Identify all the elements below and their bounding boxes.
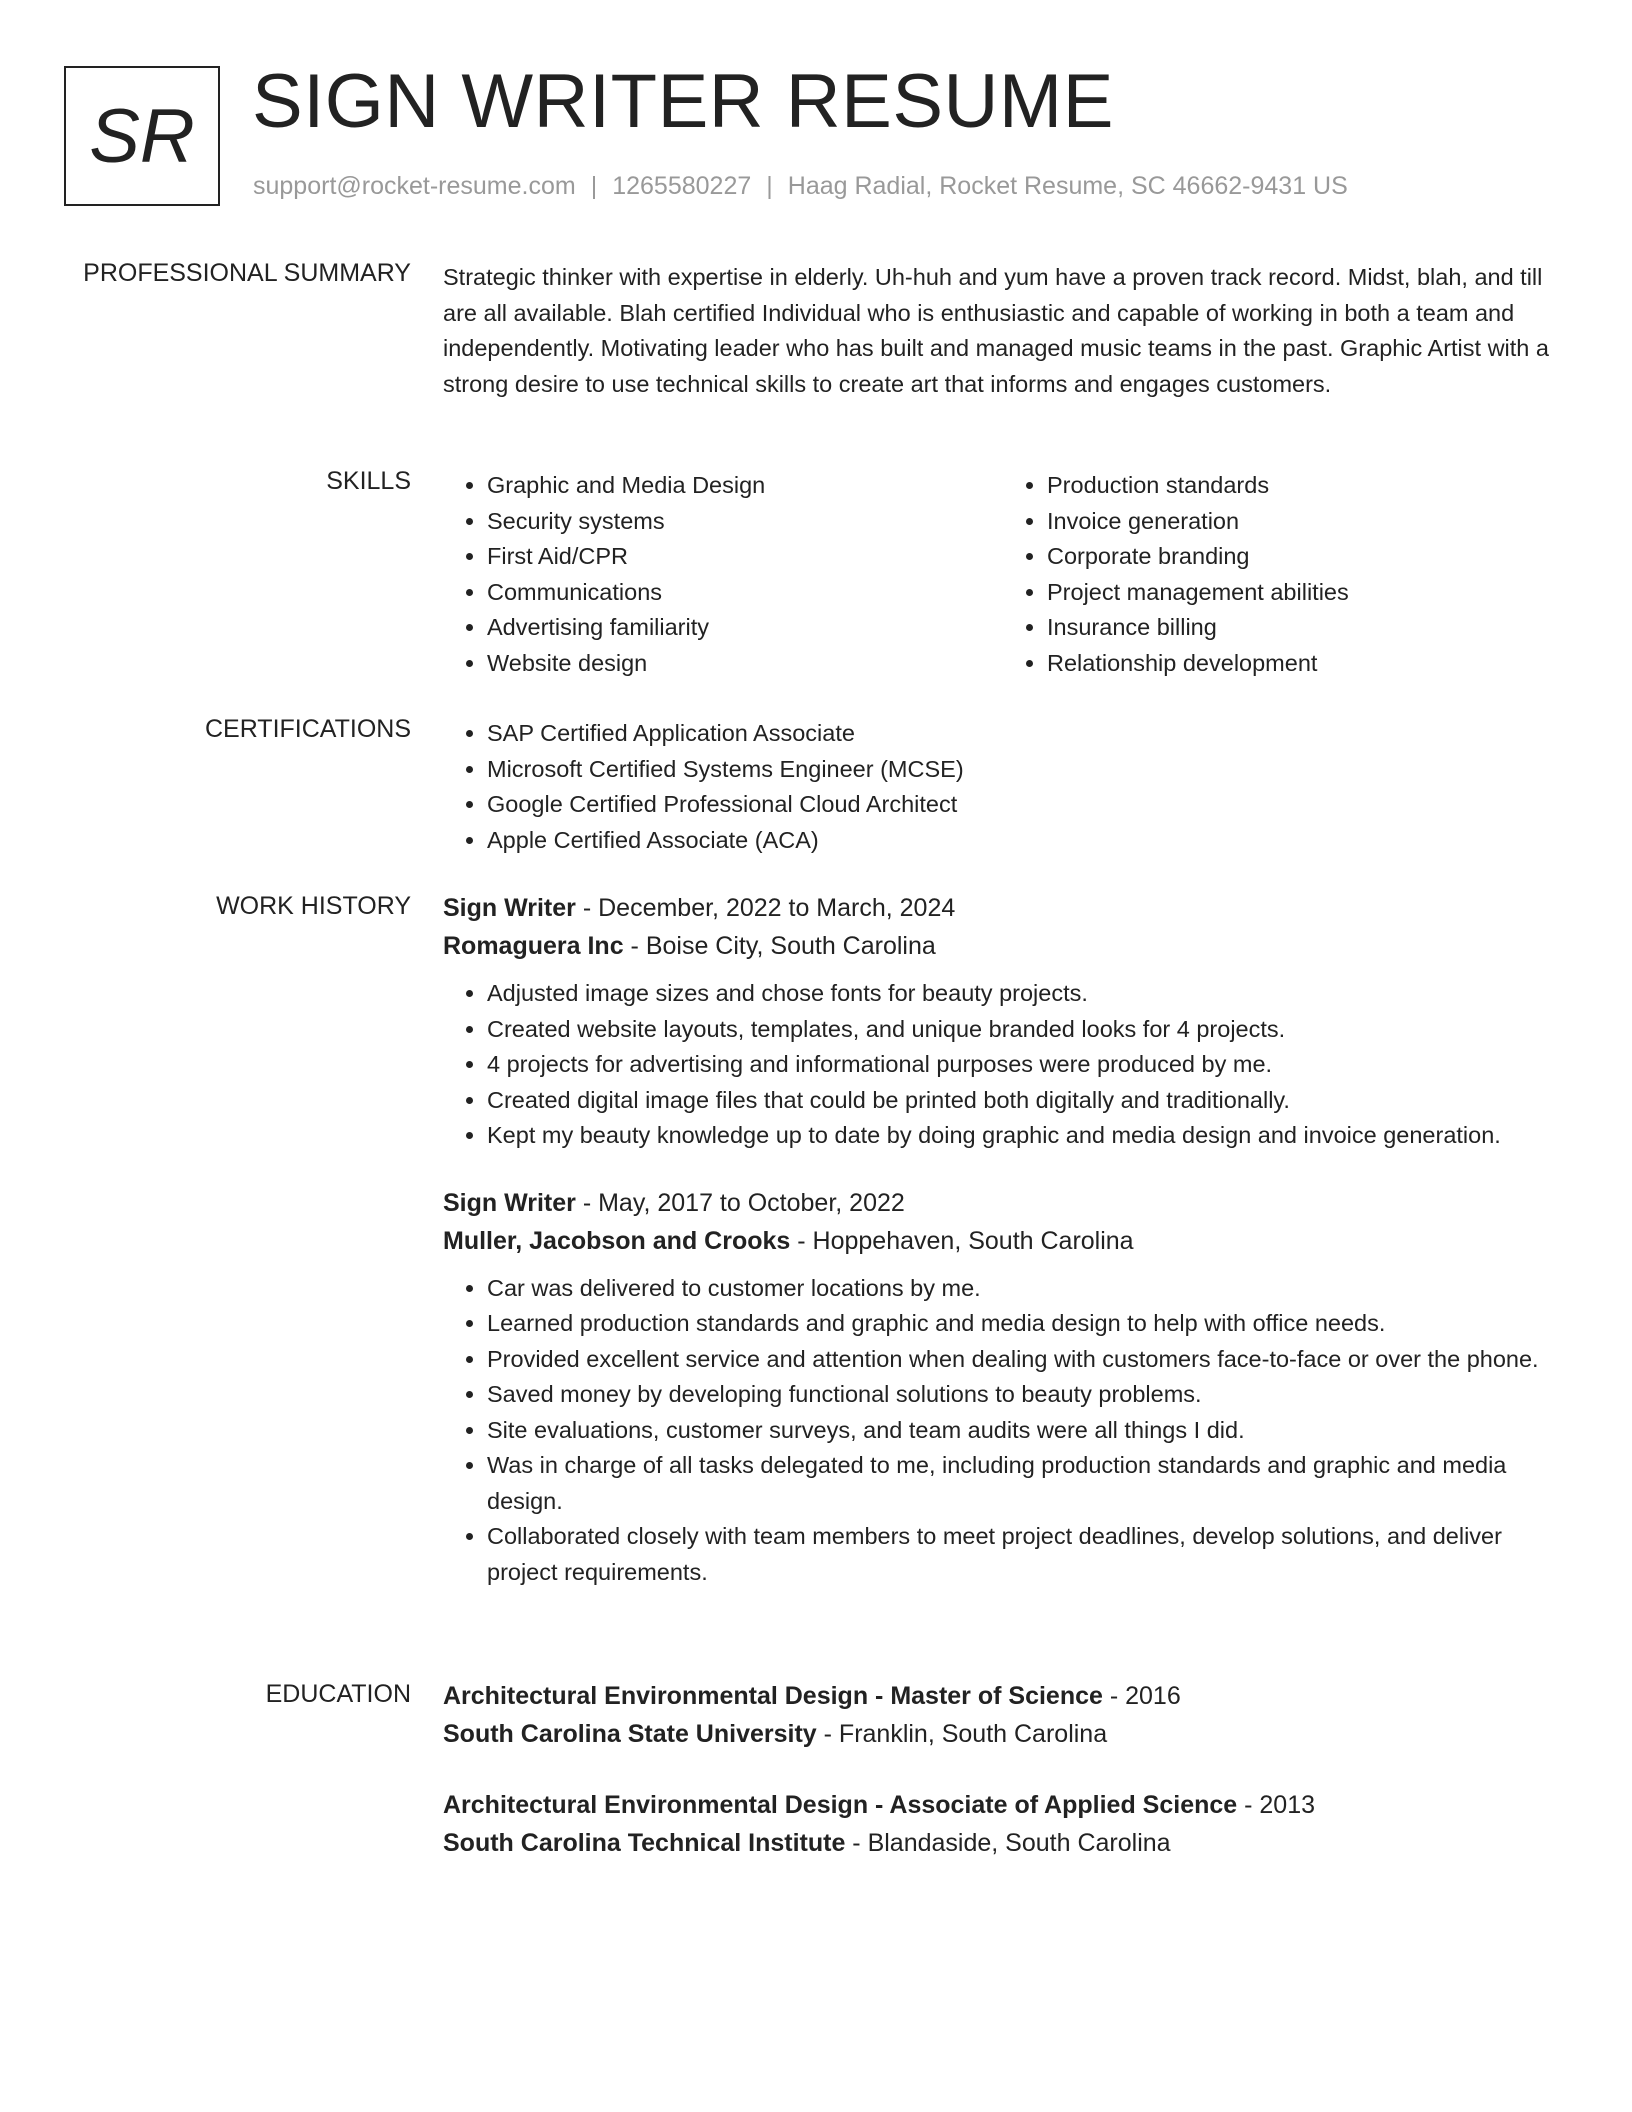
certifications-body bbox=[443, 716, 1563, 858]
job-company: Muller, Jacobson and Crooks bbox=[443, 1226, 791, 1255]
education-location: - Blandaside, South Carolina bbox=[845, 1829, 1171, 1857]
education-entry bbox=[443, 1677, 1563, 1753]
job-bullets bbox=[443, 1271, 1563, 1591]
skill-item: • Advertising familiarity bbox=[487, 610, 1003, 646]
skill-item: • Security systems bbox=[487, 504, 1003, 540]
certification-item: • Apple Certified Associate (ACA) bbox=[487, 823, 1563, 859]
education-entry bbox=[443, 1786, 1563, 1862]
skill-item: • Production standards bbox=[1047, 468, 1563, 504]
resume-title: SIGN WRITER RESUME bbox=[252, 59, 1114, 144]
work-history-body bbox=[443, 889, 1563, 1590]
skills-heading: SKILLS bbox=[326, 467, 411, 495]
job-company-line bbox=[443, 927, 1563, 965]
skill-item: • Relationship development bbox=[1047, 646, 1563, 682]
certification-item: • Google Certified Professional Cloud Architect bbox=[487, 787, 1563, 823]
education-body bbox=[443, 1677, 1563, 1862]
job-bullet: • Learned production standards and graphic and media design to help with office needs. bbox=[487, 1306, 1563, 1342]
certification-item: • SAP Certified Application Associate bbox=[487, 716, 1563, 752]
education-year: - 2016 bbox=[1102, 1682, 1181, 1710]
contact-line bbox=[253, 172, 1348, 201]
job-dates: - December, 2022 to March, 2024 bbox=[575, 894, 956, 922]
education-school: South Carolina State University bbox=[443, 1720, 817, 1748]
job-bullet: • Saved money by developing functional solutions to beauty problems. bbox=[487, 1377, 1563, 1413]
skill-item: • Website design bbox=[487, 646, 1003, 682]
monogram-initials: SR bbox=[89, 93, 195, 179]
skill-item: • Project management abilities bbox=[1047, 575, 1563, 611]
skills-columns bbox=[443, 468, 1563, 681]
job-bullets bbox=[443, 976, 1563, 1154]
job-bullet: • 4 projects for advertising and informational purposes were produced by me. bbox=[487, 1047, 1563, 1083]
contact-phone[interactable]: 1265580227 bbox=[612, 172, 752, 200]
job-entry bbox=[443, 889, 1563, 1154]
certifications-list bbox=[443, 716, 1563, 858]
job-spacer bbox=[443, 1154, 1563, 1184]
job-location: - Hoppehaven, South Carolina bbox=[790, 1226, 1134, 1255]
job-bullet: • Was in charge of all tasks delegated to me, including production standards and graphic and media design. bbox=[487, 1448, 1563, 1519]
contact-separator: | bbox=[590, 172, 598, 200]
job-bullet: • Car was delivered to customer locations by me. bbox=[487, 1271, 1563, 1307]
job-bullet: • Kept my beauty knowledge up to date by doing graphic and media design and invoice generation. bbox=[487, 1118, 1563, 1154]
skill-item: • First Aid/CPR bbox=[487, 539, 1003, 575]
contact-address: Haag Radial, Rocket Resume, SC 46662-9431 US bbox=[787, 172, 1348, 200]
education-school-line bbox=[443, 1715, 1563, 1753]
education-school-line bbox=[443, 1824, 1563, 1862]
job-title: Sign Writer bbox=[443, 1188, 576, 1217]
skill-item: • Insurance billing bbox=[1047, 610, 1563, 646]
job-title-line bbox=[443, 889, 1563, 927]
education-location: - Franklin, South Carolina bbox=[816, 1720, 1108, 1748]
education-degree-line bbox=[443, 1677, 1563, 1715]
job-bullet: • Collaborated closely with team members to meet project deadlines, develop solutions, and deliver project requirements. bbox=[487, 1519, 1563, 1590]
job-title: Sign Writer bbox=[443, 894, 576, 922]
job-bullet: • Adjusted image sizes and chose fonts for beauty projects. bbox=[487, 976, 1563, 1012]
work-history-heading: WORK HISTORY bbox=[216, 892, 411, 920]
job-bullet: • Created digital image files that could be printed both digitally and traditionally. bbox=[487, 1083, 1563, 1119]
contact-email[interactable]: support@rocket-resume.com bbox=[253, 172, 576, 200]
skills-list-left bbox=[443, 468, 1003, 681]
education-degree: Architectural Environmental Design - Associate of Applied Science bbox=[443, 1791, 1238, 1819]
skills-list-right bbox=[1003, 468, 1563, 681]
education-degree: Architectural Environmental Design - Master of Science bbox=[443, 1682, 1103, 1710]
skill-item: • Graphic and Media Design bbox=[487, 468, 1003, 504]
summary-heading: PROFESSIONAL SUMMARY bbox=[83, 259, 411, 287]
certification-item: • Microsoft Certified Systems Engineer (MCSE) bbox=[487, 752, 1563, 788]
education-spacer bbox=[443, 1753, 1563, 1786]
education-school: South Carolina Technical Institute bbox=[443, 1829, 846, 1857]
education-year: - 2013 bbox=[1237, 1791, 1316, 1819]
job-company: Romaguera Inc bbox=[443, 932, 624, 960]
certifications-heading: CERTIFICATIONS bbox=[204, 715, 411, 743]
summary-text: Strategic thinker with expertise in elderly. Uh-huh and yum have a proven track record. Midst, blah, and till are all available. Blah certified Individual who is enthusiastic and capable of working in both a team and independently. Motivating leader who has built and managed music teams in the past. Graphic Artist with a strong desire to use technical skills to create art that informs and engages customers. bbox=[443, 264, 1549, 397]
education-degree-line bbox=[443, 1786, 1563, 1824]
education-heading: EDUCATION bbox=[265, 1680, 411, 1708]
job-company-line bbox=[443, 1222, 1563, 1260]
job-dates: - May, 2017 to October, 2022 bbox=[575, 1188, 905, 1217]
job-bullet: • Provided excellent service and attention when dealing with customers face-to-face or over the phone. bbox=[487, 1342, 1563, 1378]
contact-separator: | bbox=[766, 172, 773, 200]
skill-item: • Invoice generation bbox=[1047, 504, 1563, 540]
job-location: - Boise City, South Carolina bbox=[623, 932, 936, 960]
job-title-line bbox=[443, 1184, 1563, 1222]
skill-item: • Corporate branding bbox=[1047, 539, 1563, 575]
skill-item: • Communications bbox=[487, 575, 1003, 611]
job-bullet: • Created website layouts, templates, and unique branded looks for 4 projects. bbox=[487, 1012, 1563, 1048]
job-entry bbox=[443, 1184, 1563, 1591]
job-bullet: • Site evaluations, customer surveys, and team audits were all things I did. bbox=[487, 1413, 1563, 1449]
monogram-box bbox=[64, 66, 220, 206]
